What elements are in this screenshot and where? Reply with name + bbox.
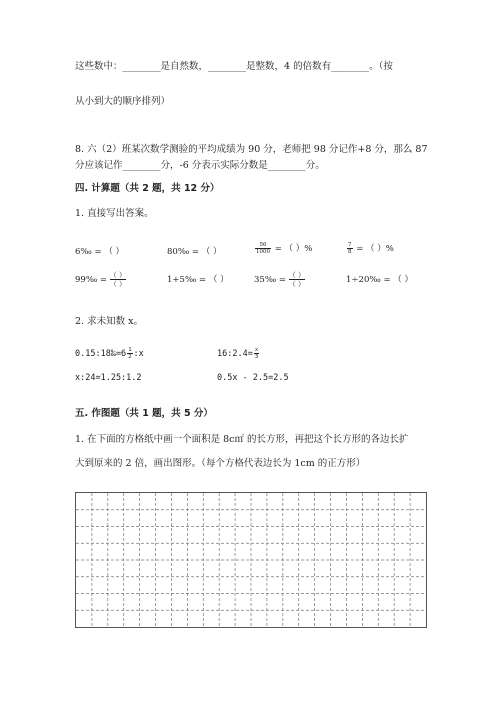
equation-1a: 0.15:18‰=6 $\frac{1}{2}$ :x [75,347,144,360]
equation-2a: x:24=1.25:1.2 [75,373,142,383]
q7-line2: 从小到大的顺序排列） [75,96,171,107]
q7-line1: 这些数中：________是自然数，________是整数，4 的倍数有________。（按 [75,61,393,72]
section5-q1-line2: 大到原来的 2 倍，画出图形。（每个方格代表边长为 1cm 的正方形） [75,458,366,469]
section5-title: 五. 作图题（共 1 题，共 5 分） [75,408,213,419]
grid-paper[interactable] [75,492,427,628]
equation-1b: 16:2.4= $\frac{x}{3}$ [217,347,259,360]
q8-line1: 8. 六（2）班某次数学测验的平均成绩为 90 分，老师把 98 分记作+8 分，那么 87 [75,144,428,155]
q8-line2: 分应该记作________分，-6 分表示实际分数是________分。 [75,160,325,171]
calc-56-over-1000: $\frac{56}{1000}$ = （ ）% [256,242,313,255]
calc-35-permille: 35‰ = （ ） （ ） [254,271,305,288]
calc-99-permille: 99‰ = （ ） （ ） [75,271,126,288]
section4-title: 四. 计算题（共 2 题，共 12 分） [75,183,220,194]
calc-80-permille: 80‰ = （ ） [167,247,222,257]
section5-q1-line1: 1. 在下面的方格纸中画一个面积是 8c㎡ 的长方形，再把这个长方形的各边长扩 [75,434,409,445]
section4-q2-label: 2. 求未知数 x。 [75,316,143,327]
equation-2b: 0.5x - 2.5=2.5 [217,373,289,383]
calc-6-permille: 6‰ = （ ） [75,247,125,257]
grid-lines [76,493,426,627]
calc-1-div-20-permille: 1÷20‰ = （ ） [346,275,413,285]
calc-7-over-8: $\frac{7}{8}$ = （ ）% [348,242,394,255]
calc-1-plus-5-permille: 1+5‰ = （ ） [167,275,229,285]
section4-q1-label: 1. 直接写出答案。 [75,208,154,219]
